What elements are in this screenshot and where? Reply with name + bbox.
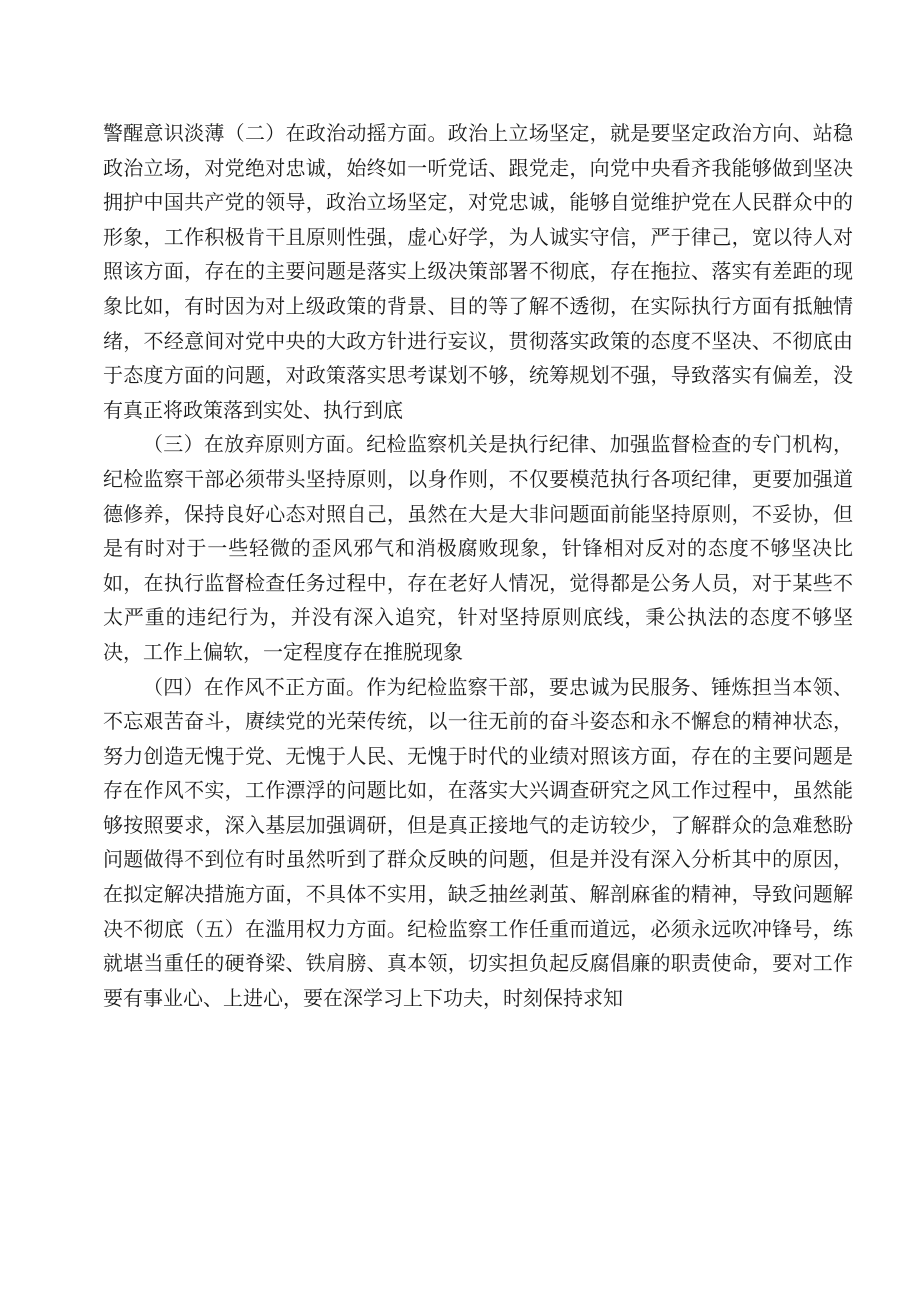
- paragraph-political-wavering: 警醒意识淡薄（二）在政治动摇方面。政治上立场坚定，就是要坚定政治方向、站稳政治立场，对党绝对忠诚，始终如一听党话、跟党走，向党中央看齐我能够做到坚决拥护中国共产党的领导，政治立场坚定，对党忠诚，能够自觉维护党在人民群众中的形象，工作积极肯干且原则性强，虚心好学，为人诚实守信，严于律己，宽以待人对照该方面，存在的主要问题是落实上级决策部署不彻底，存在拖拉、落实有差距的现象比如，有时因为对上级政策的背景、目的等了解不透彻，在实际执行方面有抵触情绪，不经意间对党中央的大政方针进行妄议，贯彻落实政策的态度不坚决、不彻底由于态度方面的问题，对政策落实思考谋划不够，统筹规划不强，导致落实有偏差，没有真正将政策落到实处、执行到底: [103, 121, 853, 422]
- paragraph-improper-style: （四）在作风不正方面。作为纪检监察干部，要忠诚为民服务、锤炼担当本领、不忘艰苦奋斗，赓续党的光荣传统，以一往无前的奋斗姿态和永不懈怠的精神状态，努力创造无愧于党、无愧于人民、无愧于时代的业绩对照该方面，存在的主要问题是存在作风不实，工作漂浮的问题比如，在落实大兴调查研究之风工作过程中，虽然能够按照要求，深入基层加强调研，但是真正接地气的走访较少，了解群众的急难愁盼问题做得不到位有时虽然听到了群众反映的问题，但是并没有深入分析其中的原因，在拟定解决措施方面，不具体不实用，缺乏抽丝剥茧、解剖麻雀的精神，导致问题解决不彻底（五）在滥用权力方面。纪检监察工作任重而道远，必须永远吹冲锋号，练就堪当重任的硬脊梁、铁肩膀、真本领，切实担负起反腐倡廉的职责使命，要对工作要有事业心、上进心，要在深学习上下功夫，时刻保持求知: [103, 674, 853, 1010]
- paragraph-abandoning-principles: （三）在放弃原则方面。纪检监察机关是执行纪律、加强监督检查的专门机构，纪检监察干部必须带头坚持原则，以身作则，不仅要模范执行各项纪律，更要加强道德修养，保持良好心态对照自己，虽然在大是大非问题面前能坚持原则，不妥协，但是有时对于一些轻微的歪风邪气和消极腐败现象，针锋相对反对的态度不够坚决比如，在执行监督检查任务过程中，存在老好人情况，觉得都是公务人员，对于某些不太严重的违纪行为，并没有深入追究，针对坚持原则底线，秉公执法的态度不够坚决，工作上偏软，一定程度存在推脱现象: [103, 432, 853, 664]
- document-body: [103, 116, 853, 1015]
